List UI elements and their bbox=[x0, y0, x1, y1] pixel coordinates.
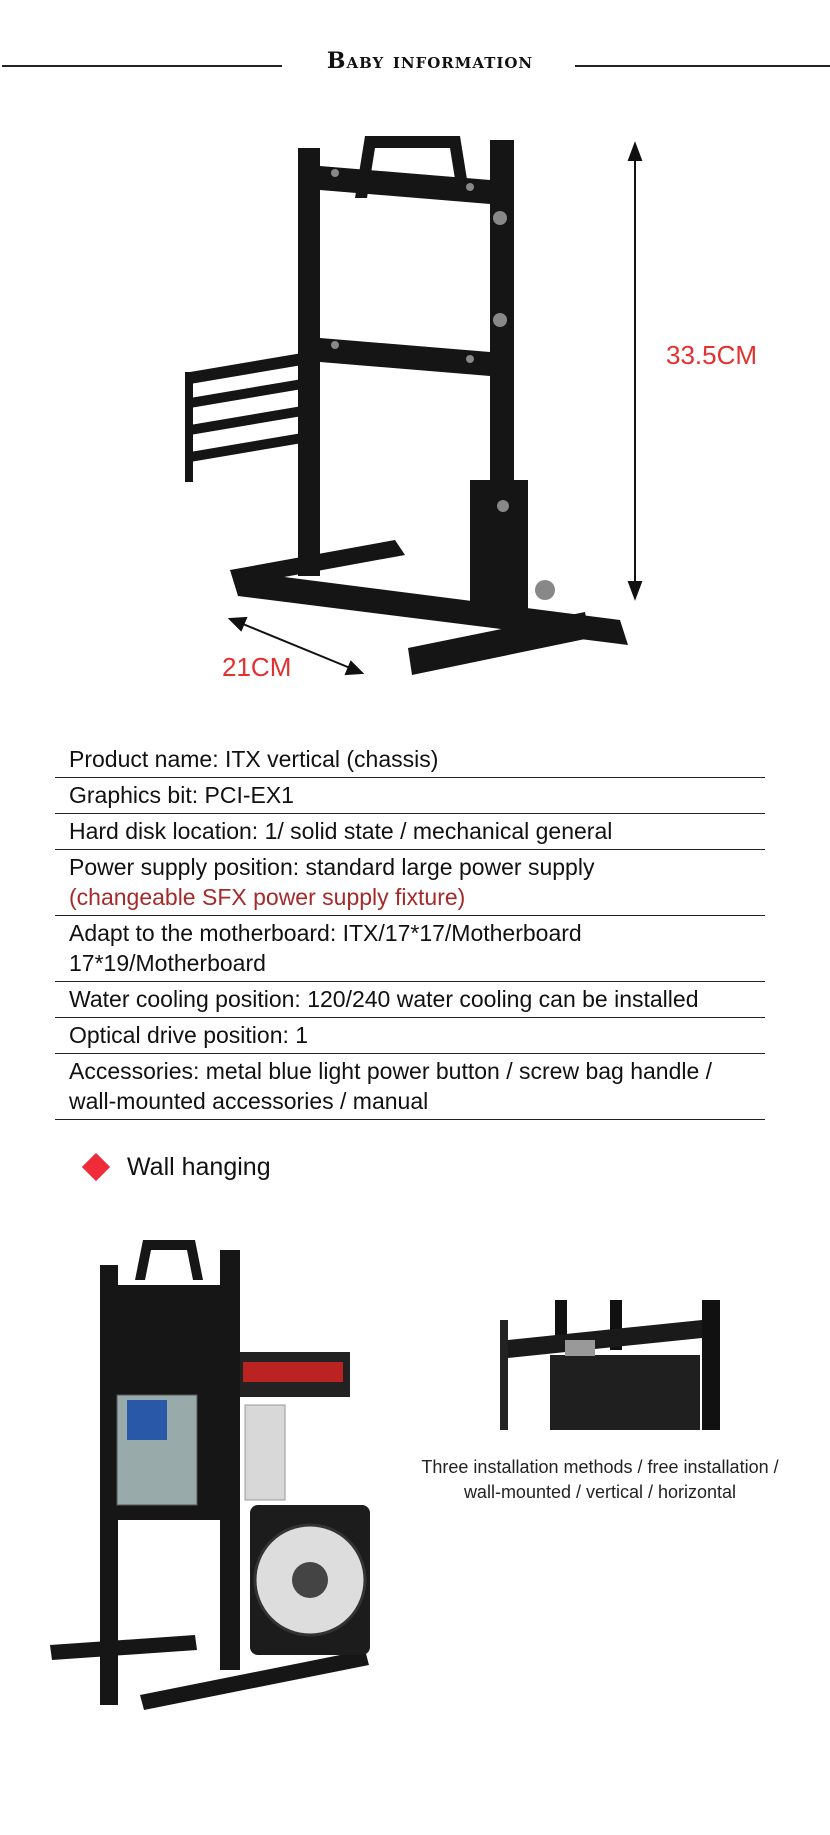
spec-row bbox=[55, 916, 765, 982]
spec-text: Graphics bit: PCI-EX1 bbox=[69, 782, 294, 808]
caption-line: wall-mounted / vertical / horizontal bbox=[463, 1482, 737, 1502]
spec-continuation: 17*19/Motherboard bbox=[69, 950, 266, 976]
section-header-title: Baby information bbox=[326, 48, 534, 74]
spec-note: (changeable SFX power supply fixture) bbox=[69, 884, 466, 910]
spec-row bbox=[55, 778, 765, 814]
width-dimension-label: 21CM bbox=[222, 652, 292, 682]
rack-frame bbox=[185, 136, 628, 675]
wall-mount-detail-image bbox=[500, 1300, 720, 1430]
diamond-bullet-icon bbox=[82, 1153, 110, 1181]
spec-text: Power supply position: standard large power supply bbox=[69, 854, 595, 880]
spec-table bbox=[55, 742, 765, 1120]
header-rule-left bbox=[2, 65, 282, 67]
spec-text: Product name: ITX vertical (chassis) bbox=[69, 746, 439, 772]
assembled-rack-image bbox=[45, 1240, 405, 1720]
height-dimension-label: 33.5CM bbox=[666, 340, 758, 370]
header-rule-right bbox=[575, 65, 830, 67]
section-title: Wall hanging bbox=[127, 1153, 271, 1181]
spec-text: Adapt to the motherboard: ITX/17*17/Motherboard bbox=[69, 920, 582, 946]
spec-text: Water cooling position: 120/240 water cooling can be installed bbox=[69, 986, 699, 1012]
spec-row bbox=[55, 982, 765, 1018]
spec-text: Accessories: metal blue light power button / screw bag handle / bbox=[69, 1058, 713, 1084]
installation-caption bbox=[405, 1455, 795, 1505]
spec-row bbox=[55, 814, 765, 850]
spec-continuation: wall-mounted accessories / manual bbox=[69, 1088, 429, 1114]
spec-text: Hard disk location: 1/ solid state / mechanical general bbox=[69, 818, 613, 844]
rack-dimension-illustration bbox=[0, 100, 830, 720]
height-arrow bbox=[629, 144, 641, 598]
spec-row bbox=[55, 1018, 765, 1054]
spec-row bbox=[55, 742, 765, 778]
spec-row bbox=[55, 1054, 765, 1120]
caption-line: Three installation methods / free installation / bbox=[421, 1457, 779, 1477]
spec-row bbox=[55, 850, 765, 916]
spec-text: Optical drive position: 1 bbox=[69, 1022, 309, 1048]
